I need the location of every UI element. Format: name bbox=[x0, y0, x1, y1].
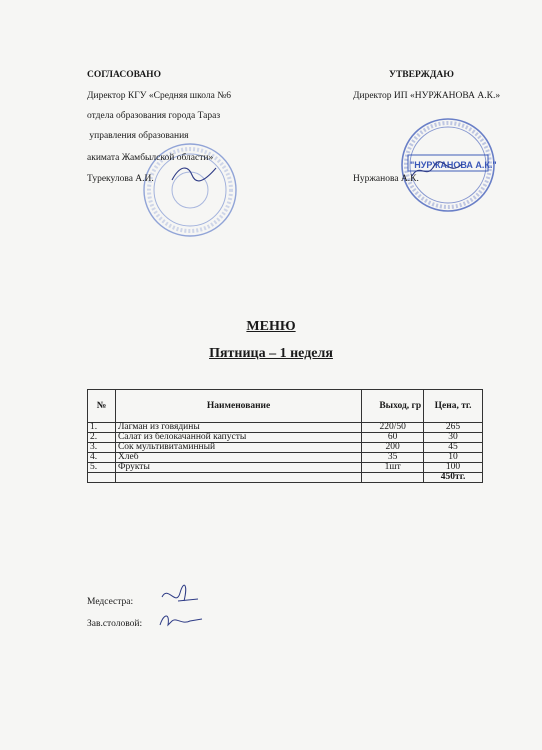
canteen-label: Зав.столовой: bbox=[87, 619, 143, 629]
table-row bbox=[88, 453, 483, 463]
row-output: 35 bbox=[362, 453, 424, 463]
row-price: 45 bbox=[424, 443, 483, 453]
signature-right bbox=[410, 158, 465, 183]
signature-left bbox=[170, 160, 220, 185]
total-value: 450тг. bbox=[424, 473, 483, 483]
col-name-header: Наименование bbox=[115, 390, 361, 423]
row-price: 100 bbox=[424, 463, 483, 473]
table-header-row bbox=[88, 390, 483, 423]
row-output: 220/50 bbox=[362, 423, 424, 433]
row-output: 1шт bbox=[362, 463, 424, 473]
total-empty-1 bbox=[88, 473, 116, 483]
approved-heading: СОГЛАСОВАНО bbox=[87, 70, 161, 80]
row-num: 3. bbox=[88, 443, 116, 453]
canteen-signature bbox=[156, 609, 206, 631]
nurse-signature bbox=[158, 583, 203, 608]
row-num: 4. bbox=[88, 453, 116, 463]
confirm-heading: УТВЕРЖДАЮ bbox=[389, 70, 454, 80]
table-row bbox=[88, 463, 483, 473]
col-number-header: № bbox=[88, 390, 116, 423]
nurse-label: Медсестра: bbox=[87, 597, 134, 607]
col-output-header: Выход, гр bbox=[362, 390, 424, 423]
left-signatory: Турекулова А.И. bbox=[87, 174, 154, 184]
row-name: Сок мультивитаминный bbox=[115, 443, 361, 453]
stamp-text: "НУРЖАНОВА А.К." bbox=[410, 160, 497, 170]
col-price-header: Цена, тг. bbox=[424, 390, 483, 423]
row-num: 2. bbox=[88, 433, 116, 443]
table-row bbox=[88, 443, 483, 453]
menu-subtitle: Пятница – 1 неделя bbox=[209, 346, 333, 361]
row-num: 1. bbox=[88, 423, 116, 433]
table-row bbox=[88, 423, 483, 433]
row-num: 5. bbox=[88, 463, 116, 473]
left-line-3: управления образования bbox=[87, 131, 189, 141]
row-name: Лагман из говядины bbox=[115, 423, 361, 433]
table-total-row bbox=[88, 473, 483, 483]
menu-table bbox=[87, 389, 483, 483]
total-empty-2 bbox=[115, 473, 361, 483]
left-line-4: акимата Жамбылской области» bbox=[87, 153, 214, 163]
row-price: 10 bbox=[424, 453, 483, 463]
row-price: 30 bbox=[424, 433, 483, 443]
right-line-1: Директор ИП «НУРЖАНОВА А.К.» bbox=[353, 91, 501, 101]
menu-title: МЕНЮ bbox=[246, 319, 296, 334]
row-output: 200 bbox=[362, 443, 424, 453]
right-signatory: Нуржанова А.К. bbox=[353, 174, 419, 184]
row-name: Салат из белокачанной капусты bbox=[115, 433, 361, 443]
left-line-2: отдела образования города Тараз bbox=[87, 111, 221, 121]
row-output: 60 bbox=[362, 433, 424, 443]
table-row bbox=[88, 433, 483, 443]
total-empty-3 bbox=[362, 473, 424, 483]
left-line-1: Директор КГУ «Средняя школа №6 bbox=[87, 91, 232, 101]
row-name: Хлеб bbox=[115, 453, 361, 463]
row-name: Фрукты bbox=[115, 463, 361, 473]
row-price: 265 bbox=[424, 423, 483, 433]
